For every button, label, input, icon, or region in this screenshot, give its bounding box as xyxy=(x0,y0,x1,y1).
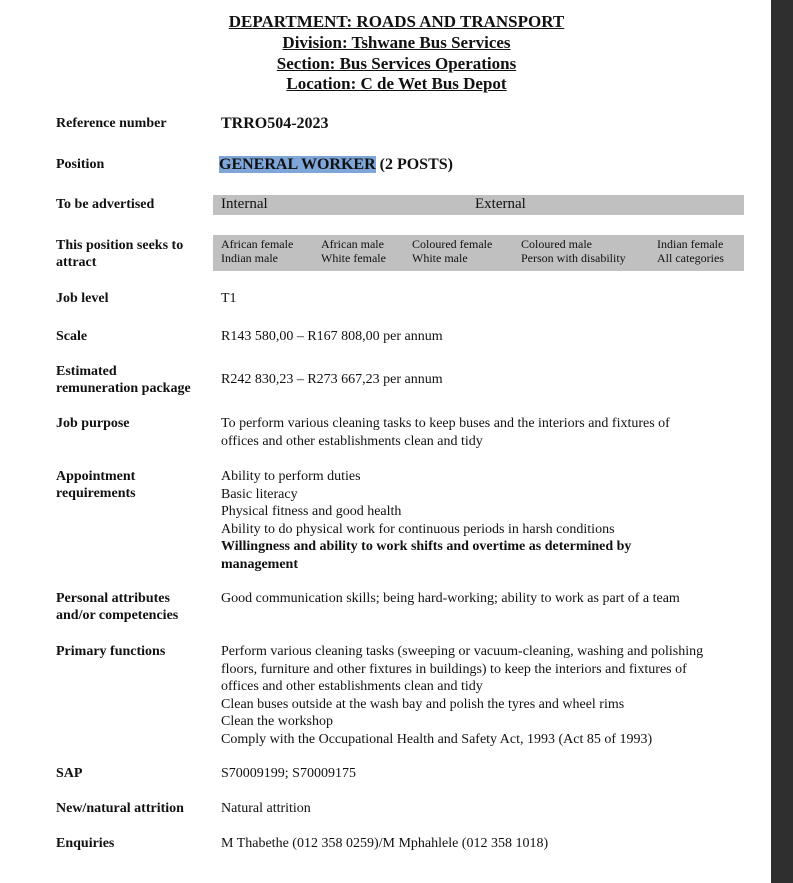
position-value xyxy=(219,156,739,174)
sap-value: S70009199; S70009175 xyxy=(221,766,356,781)
enquiries-label: Enquiries xyxy=(56,836,115,851)
attrition-label: New/natural attrition xyxy=(56,801,184,816)
remuneration-value: R242 830,23 – R273 667,23 per annum xyxy=(221,372,443,387)
appointment-label: Appointment requirements xyxy=(56,469,136,501)
attract-grid xyxy=(213,235,744,271)
attract-cell: Person with disability xyxy=(521,251,626,265)
viewer-background xyxy=(771,0,793,883)
attrition-value: Natural attrition xyxy=(221,801,311,816)
reference-value: TRRO504-2023 xyxy=(221,115,329,132)
attributes-label: Personal attributes and/or competencies xyxy=(56,591,179,623)
appointment-value: Ability to perform duties Basic literacy Physical fitness and good health Ability to do physical work for continuous periods in harsh conditions Willingness and ability to work shifts and overtime as determined by management xyxy=(221,469,632,572)
position-title-highlight: GENERAL WORKER xyxy=(219,156,376,173)
job-purpose-value: To perform various cleaning tasks to keep buses and the interiors and fixtures of offices and other establishments clean and tidy xyxy=(221,416,670,449)
department-heading: DEPARTMENT: ROADS AND TRANSPORT xyxy=(228,12,565,31)
reference-label: Reference number xyxy=(56,116,167,131)
attract-cell: White female xyxy=(321,251,386,265)
job-level-value: T1 xyxy=(221,291,237,306)
attract-cell: All categories xyxy=(657,251,724,265)
attract-cell: Coloured female xyxy=(412,237,493,251)
attract-cell: African female xyxy=(221,237,294,251)
primary-functions-label: Primary functions xyxy=(56,644,166,659)
advertised-external: External xyxy=(475,196,526,212)
primary-functions-value: Perform various cleaning tasks (sweeping or vacuum-cleaning, washing and polishing floors, furniture and other fixtures in buildings) to keep the interiors and fixtures of offices and other establishments clean and tidy Clean buses outside at the wash bay and polish the tyres and wheel rims Clean the workshop Comply with the Occupational Health and Safety Act, 1993 (Act 85 of 1993) xyxy=(221,644,704,747)
scale-value: R143 580,00 – R167 808,00 per annum xyxy=(221,329,443,344)
advertised-internal: Internal xyxy=(221,196,268,212)
remuneration-label: Estimated remuneration package xyxy=(56,364,191,396)
division-heading: Division: Tshwane Bus Services xyxy=(282,33,511,52)
location-heading: Location: C de Wet Bus Depot xyxy=(286,74,507,93)
attract-cell: Indian female xyxy=(657,237,724,251)
attract-cell: Indian male xyxy=(221,251,278,265)
attract-cell: Coloured male xyxy=(521,237,592,251)
attract-cell: White male xyxy=(412,251,468,265)
section-heading: Section: Bus Services Operations xyxy=(276,54,517,73)
job-level-label: Job level xyxy=(56,291,109,306)
attract-label: This position seeks to attract xyxy=(56,238,184,270)
advertised-label: To be advertised xyxy=(56,197,155,212)
scale-label: Scale xyxy=(56,329,88,344)
advertised-bar xyxy=(213,195,744,215)
attract-cell: African male xyxy=(321,237,384,251)
position-label: Position xyxy=(56,157,105,172)
attributes-value: Good communication skills; being hard-working; ability to work as part of a team xyxy=(221,591,680,606)
enquiries-value: M Thabethe (012 358 0259)/M Mphahlele (012 358 1018) xyxy=(221,836,549,851)
sap-label: SAP xyxy=(56,766,83,781)
job-purpose-label: Job purpose xyxy=(56,416,130,431)
position-posts: (2 POSTS) xyxy=(375,156,453,173)
